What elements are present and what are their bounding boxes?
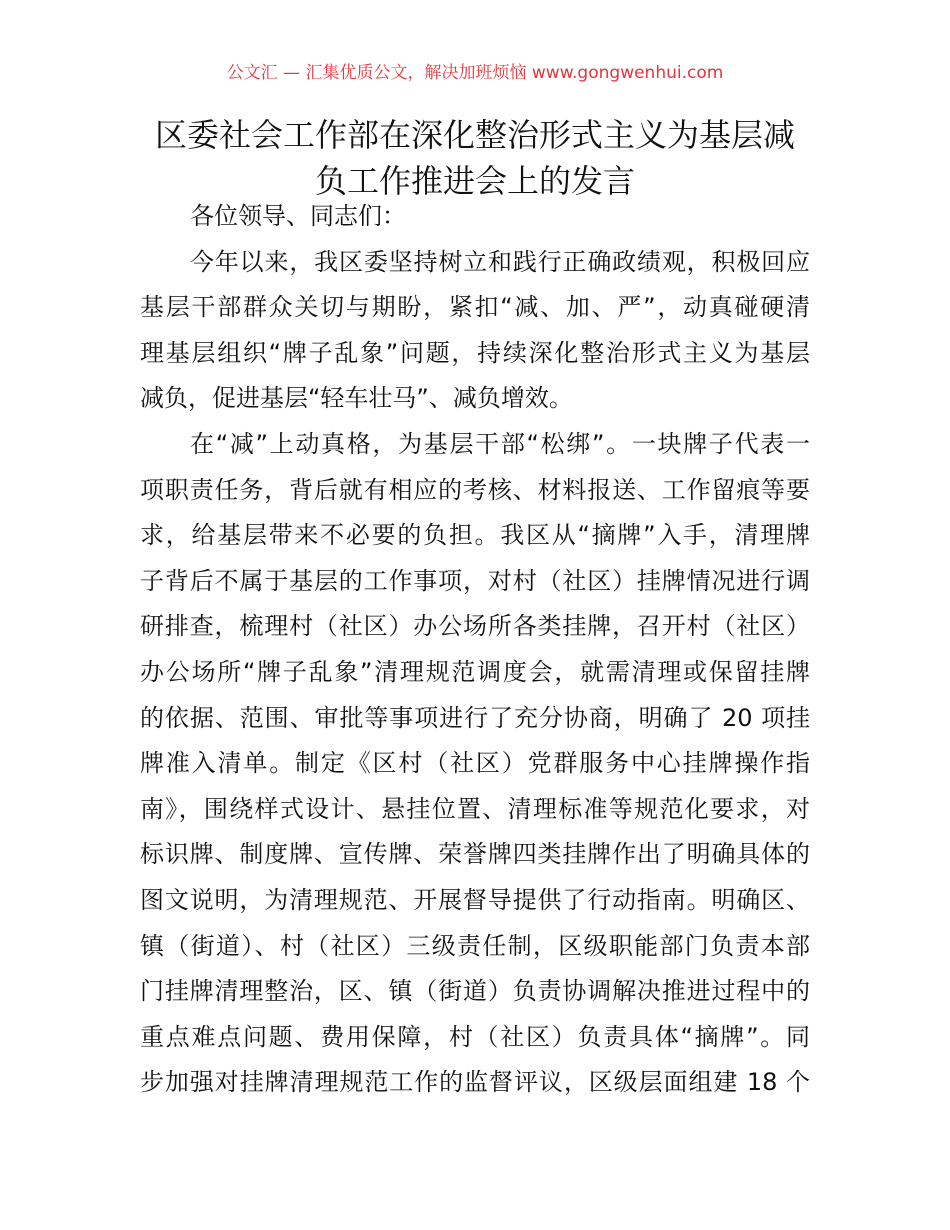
paragraph-line: 今年以来，我区委坚持树立和践行正确政绩观，积极回应 — [190, 247, 810, 276]
paragraph-line: 牌准入清单。制定《区村（社区）党群服务中心挂牌操作指 — [140, 749, 810, 778]
paragraph-line: 步加强对挂牌清理规范工作的监督评议，区级层面组建 18 个 — [140, 1068, 810, 1097]
paragraph-line: 重点难点问题、费用保障，村（社区）负责具体“摘牌”。同 — [140, 1022, 810, 1051]
paragraph-line: 研排查，梳理村（社区）办公场所各类挂牌，召开村（社区） — [140, 612, 810, 641]
paragraph-line: 减负，促进基层“轻车壮马”、减负增效。 — [140, 384, 573, 413]
paragraph-line: 南》，围绕样式设计、悬挂位置、清理标准等规范化要求，对 — [140, 794, 810, 823]
paragraph — [140, 422, 810, 1106]
title-line: 区委社会工作部在深化整治形式主义为基层减 — [154, 116, 795, 154]
paragraph-line: 理基层组织“牌子乱象”问题，持续深化整治形式主义为基层 — [140, 338, 810, 367]
paragraph-line: 图文说明，为清理规范、开展督导提供了行动指南。明确区、 — [140, 885, 810, 914]
paragraph-line: 镇（街道）、村（社区）三级责任制，区级职能部门负责本部 — [140, 931, 810, 960]
paragraph-line: 求，给基层带来不必要的负担。我区从“摘牌”入手，清理牌 — [140, 521, 810, 550]
paragraph-line: 门挂牌清理整治，区、镇（街道）负责协调解决推进过程中的 — [140, 977, 810, 1006]
paragraph-line: 子背后不属于基层的工作事项，对村（社区）挂牌情况进行调 — [140, 566, 810, 595]
watermark-header: 公文汇 — 汇集优质公文，解决加班烦恼 www.gongwenhui.com — [226, 63, 724, 83]
paragraph-line: 的依据、范围、审批等事项进行了充分协商，明确了 20 项挂 — [140, 703, 810, 732]
document-body — [140, 194, 810, 1106]
paragraph-line: 项职责任务，背后就有相应的考核、材料报送、工作留痕等要 — [140, 475, 810, 504]
document-title — [120, 112, 830, 204]
salutation: 各位领导、同志们： — [190, 202, 406, 230]
title-line: 负工作推进会上的发言 — [314, 162, 635, 200]
paragraph — [140, 240, 810, 422]
paragraph-line: 标识牌、制度牌、宣传牌、荣誉牌四类挂牌作出了明确具体的 — [140, 840, 810, 869]
paragraph-line: 在“减”上动真格，为基层干部“松绑”。一块牌子代表一 — [190, 429, 810, 458]
paragraph-line: 办公场所“牌子乱象”清理规范调度会，就需清理或保留挂牌 — [140, 657, 810, 686]
paragraph-line: 基层干部群众关切与期盼，紧扣“减、加、严”，动真碰硬清 — [140, 293, 810, 322]
